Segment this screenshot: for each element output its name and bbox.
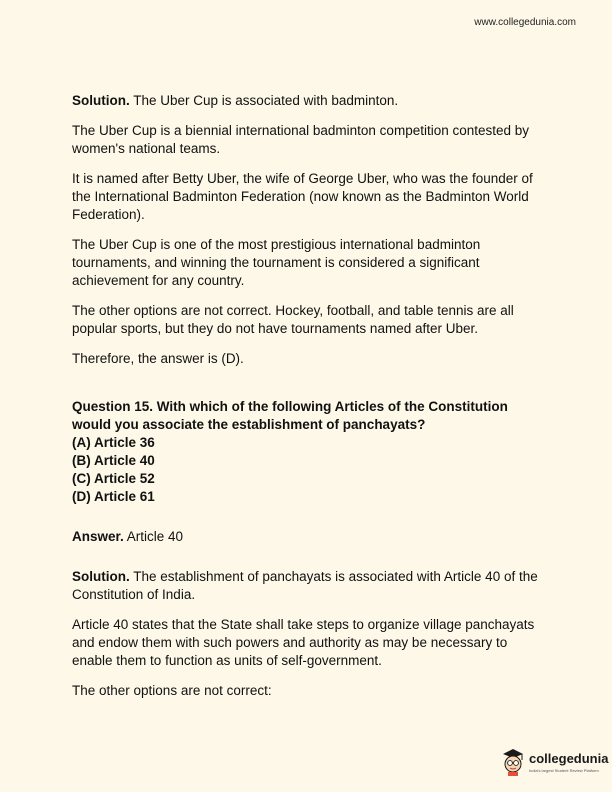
question-15-text: Question 15. With which of the following Articles of the Constitution would you associate the establishment of panchayats? [72, 399, 508, 432]
solution-15-paragraph-2: The other options are not correct: [72, 683, 272, 698]
solution-15-paragraph-1: Article 40 states that the State shall take steps to organize village panchayats and endow them with such powers and authority as may be necessary to enable them to function as units of self-government. [72, 617, 535, 668]
logo-tagline: India's largest Student Review Platform [529, 768, 599, 773]
solution-14-lead [72, 92, 542, 110]
solution-lead-text: The Uber Cup is associated with badminton. [129, 93, 399, 108]
solution-14-paragraph-1: The Uber Cup is a biennial international badminton competition contested by women's national teams. [72, 123, 530, 156]
solution-14-paragraph-2: It is named after Betty Uber, the wife of George Uber, who was the founder of the International Badminton Federation (now known as the Badminton World Federation). [72, 171, 533, 222]
solution-14-paragraph-3: The Uber Cup is one of the most prestigious international badminton tournaments, and winning the tournament is considered a significant achievement for any country. [72, 237, 481, 288]
answer-15 [72, 528, 542, 546]
solution-14-paragraph-5: Therefore, the answer is (D). [72, 351, 244, 366]
solution-15-lead [72, 568, 542, 604]
option-a: (A) Article 36 [72, 435, 155, 450]
document-body [72, 92, 542, 712]
solution-lead-text: The establishment of panchayats is associated with Article 40 of the Constitution of India. [72, 569, 538, 602]
graduate-mascot-icon [499, 747, 527, 777]
solution-label: Solution. [72, 569, 130, 584]
option-d: (D) Article 61 [72, 489, 155, 504]
solution-14-paragraph-4: The other options are not correct. Hockey, football, and table tennis are all popular sports, but they do not have tournaments named after Uber. [72, 303, 514, 336]
answer-value: Article 40 [123, 529, 184, 544]
header-website-url[interactable]: www.collegedunia.com [474, 17, 576, 28]
answer-label: Answer. [72, 529, 124, 544]
option-c: (C) Article 52 [72, 471, 155, 486]
question-15-block [72, 398, 542, 506]
logo-wordmark: collegedunia [529, 751, 609, 766]
collegedunia-logo[interactable] [499, 747, 609, 783]
solution-label: Solution. [72, 93, 130, 108]
option-b: (B) Article 40 [72, 453, 155, 468]
question-15-options [72, 434, 542, 506]
